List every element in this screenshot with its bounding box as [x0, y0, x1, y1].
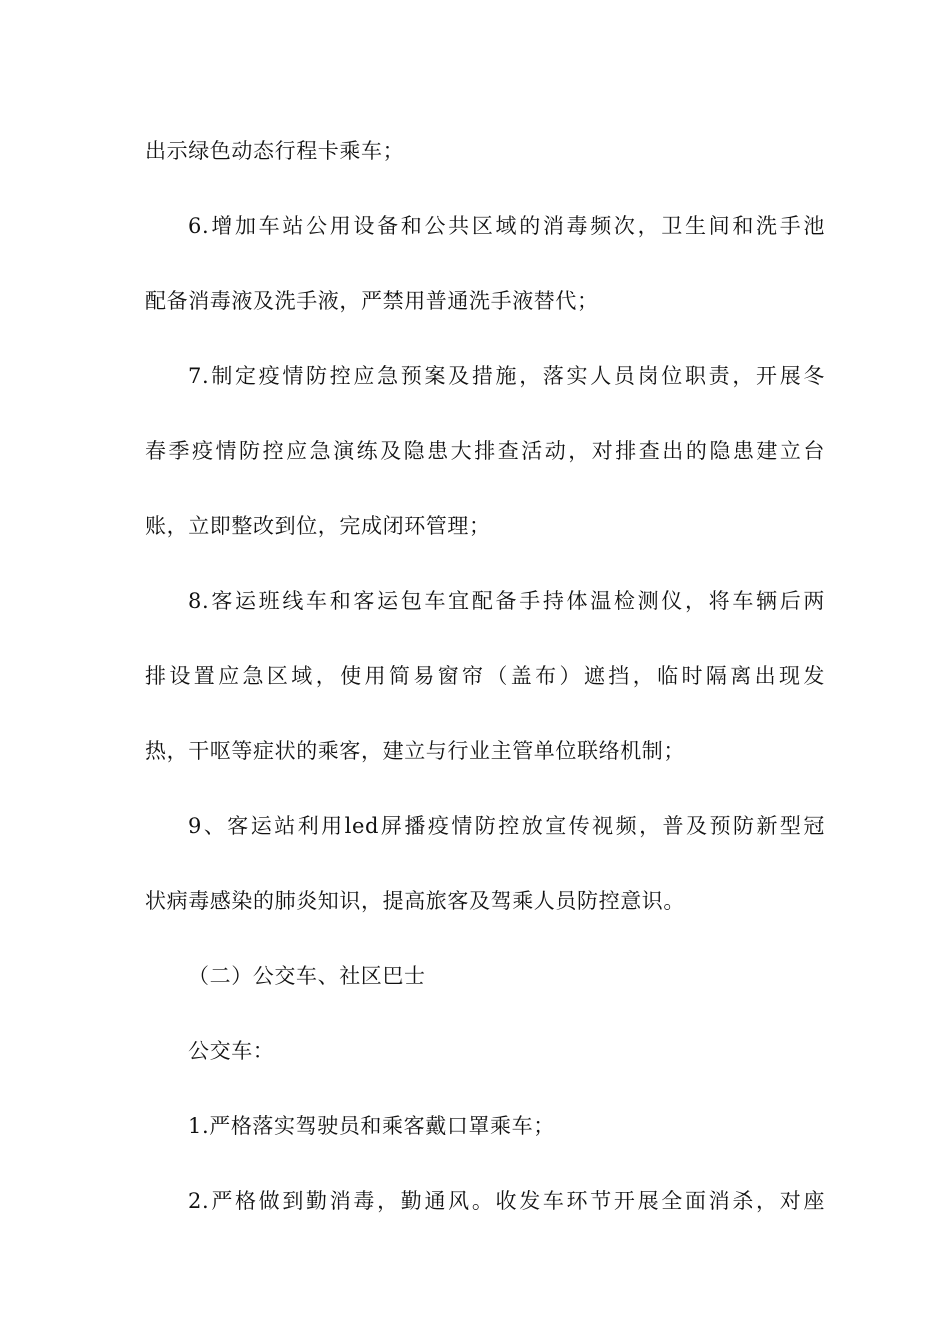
text-line: 1.严格落实驾驶员和乘客戴口罩乘车；	[188, 1114, 555, 1138]
text-line: 配备消毒液及洗手液，严禁用普通洗手液替代；	[145, 289, 599, 313]
text-line: 排设置应急区域，使用简易窗帘（盖布）遮挡，临时隔离出现发	[145, 664, 825, 688]
text-line: 春季疫情防控应急演练及隐患大排查活动，对排查出的隐患建立台	[145, 439, 825, 463]
text-line: 热，干呕等症状的乘客，建立与行业主管单位联络机制；	[145, 739, 685, 763]
text-line: 6.增加车站公用设备和公共区域的消毒频次，卫生间和洗手池	[188, 214, 825, 238]
text-line: 状病毒感染的肺炎知识，提高旅客及驾乘人员防控意识。	[145, 889, 685, 913]
text-line: 8.客运班线车和客运包车宜配备手持体温检测仪，将车辆后两	[188, 589, 825, 613]
text-line: 账，立即整改到位，完成闭环管理；	[145, 514, 491, 538]
text-line: 9、客运站利用led屏播疫情防控放宣传视频，普及预防新型冠	[188, 814, 825, 838]
text-line: 7.制定疫情防控应急预案及措施，落实人员岗位职责，开展冬	[188, 364, 825, 388]
text-line: 2.严格做到勤消毒，勤通风。收发车环节开展全面消杀，对座	[188, 1189, 825, 1213]
text-line: 出示绿色动态行程卡乘车；	[145, 139, 405, 163]
section-heading: （二）公交车、社区巴士	[188, 964, 426, 988]
subsection-label: 公交车：	[188, 1039, 275, 1063]
